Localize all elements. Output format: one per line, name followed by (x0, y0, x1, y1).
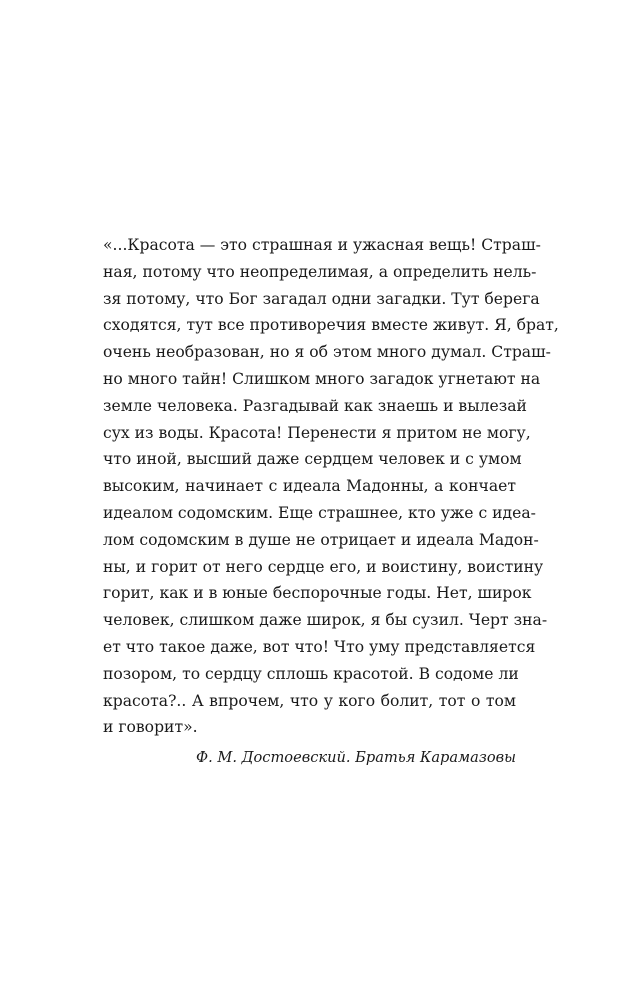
quote-line: идеалом содомским. Еще страшнее, кто уже с идеа- (103, 503, 536, 522)
quote-line: высоким, начинает с идеала Мадонны, а кончает (103, 477, 516, 496)
quote-line: человек, слишком даже широк, я бы сузил. Черт зна- (103, 611, 548, 630)
attribution: Ф. М. Достоевский. Братья Карамазовы (196, 749, 516, 767)
quote-line: лом содомским в душе не отрицает и идеала Мадон- (103, 530, 539, 549)
epigraph-block (103, 232, 559, 771)
quote-line-last: и говорит». (103, 718, 198, 737)
quote-line: земле человека. Разгадывай как знаешь и вылезай (103, 396, 527, 415)
quote-line: сходятся, тут все противоречия вместе живут. Я, брат, (103, 316, 559, 335)
quote-line: горит, как и в юные беспорочные годы. Нет, широк (103, 584, 532, 603)
quote-line: «...Красота — это страшная и ужасная вещь! Страш- (103, 236, 541, 254)
quote-line: ет что такое даже, вот что! Что уму представляется (103, 637, 536, 656)
quote-line: сух из воды. Красота! Перенести я притом не могу, (103, 423, 531, 442)
quote-line: ны, и горит от него сердце его, и воистину, воистину (103, 557, 544, 576)
quote-line: что иной, высший даже сердцем человек и с умом (103, 450, 522, 469)
quote-line: но много тайн! Слишком много загадок угнетают на (103, 369, 541, 388)
quote-line: зя потому, что Бог загадал одни загадки. Тут берега (103, 289, 540, 308)
quote-line: ная, потому что неопределимая, а определить нель- (103, 262, 537, 281)
quote-line: красота?.. А впрочем, что у кого болит, тот о том (103, 691, 516, 710)
quote-line: позором, то сердцу сплошь красотой. В содоме ли (103, 664, 519, 683)
quote-line: очень необразован, но я об этом много думал. Страш- (103, 343, 551, 362)
